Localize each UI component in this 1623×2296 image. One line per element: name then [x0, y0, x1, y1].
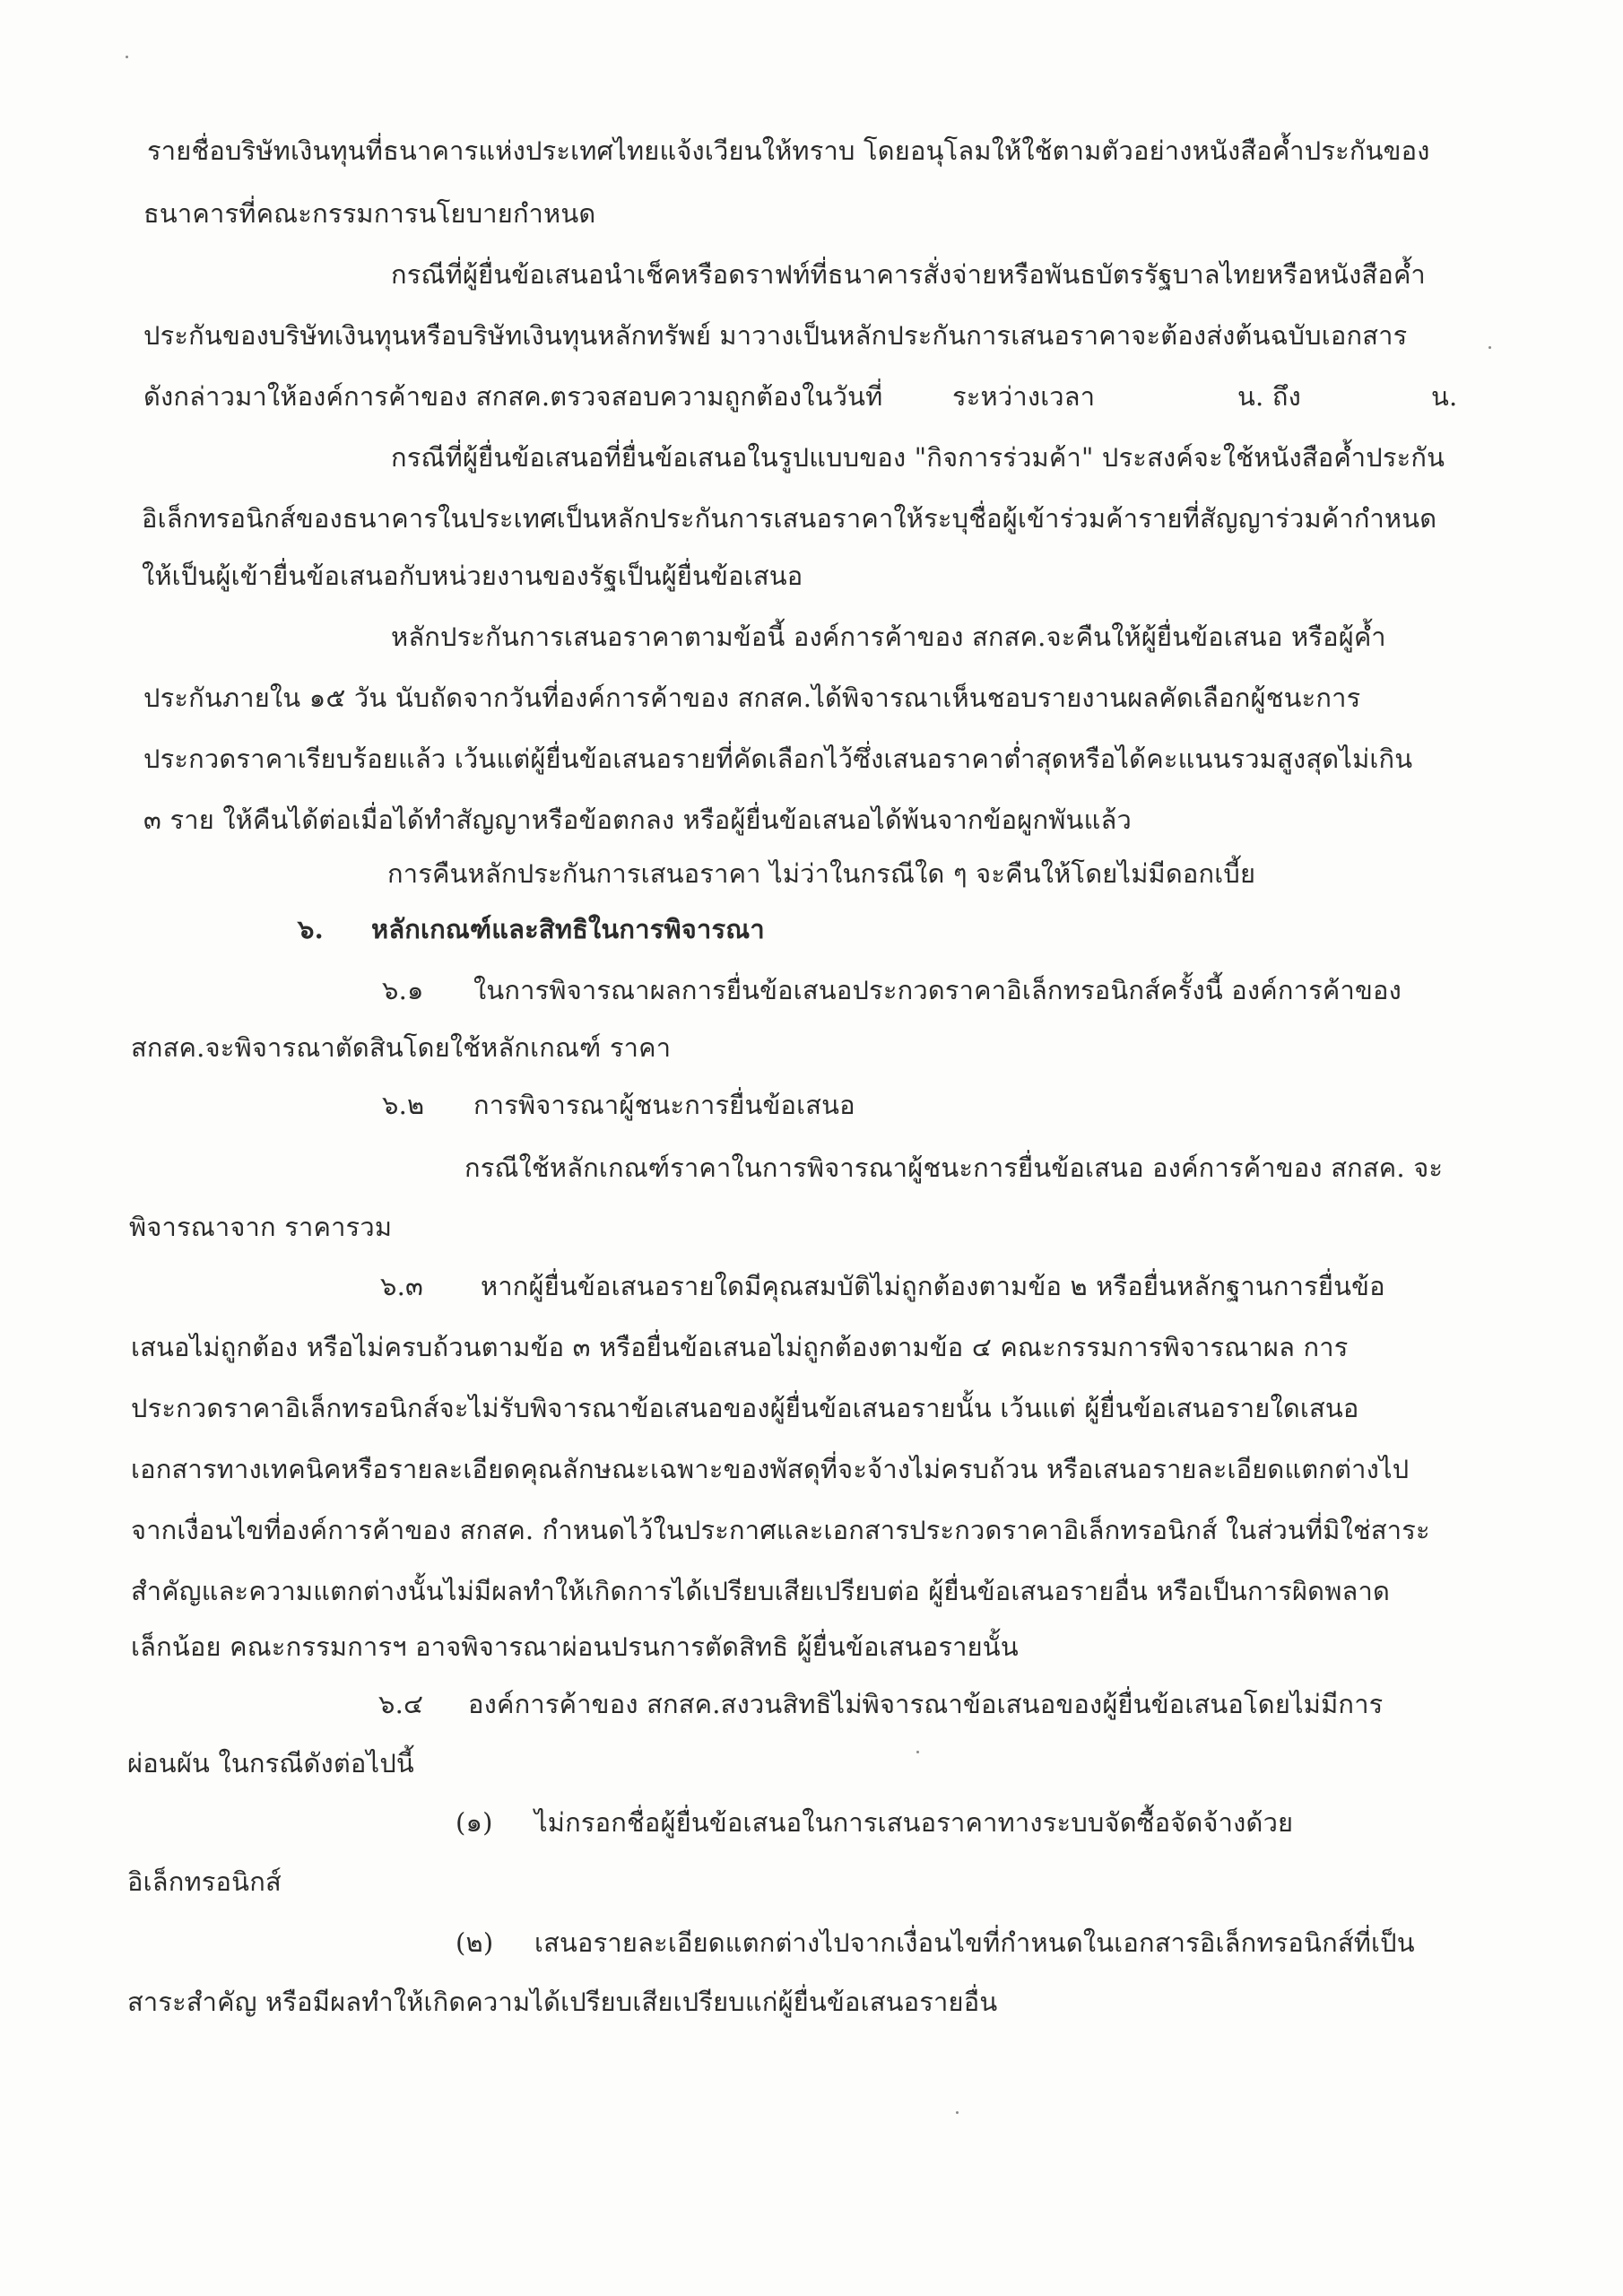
- text-line: เอกสารทางเทคนิคหรือรายละเอียดคุณลักษณะเฉพาะของพัสดุที่จะจ้างไม่ครบถ้วน หรือเสนอรายละเอียดแตกต่างไป: [131, 1454, 1410, 1484]
- text-line: องค์การค้าของ สกสค.สงวนสิทธิไม่พิจารณาข้อเสนอของผู้ยื่นข้อเสนอโดยไม่มีการ: [468, 1689, 1384, 1719]
- text-line: กรณีใช้หลักเกณฑ์ราคาในการพิจารณาผู้ชนะการยื่นข้อเสนอ องค์การค้าของ สกสค. จะ: [464, 1152, 1444, 1183]
- text-line: หากผู้ยื่นข้อเสนอรายใดมีคุณสมบัติไม่ถูกต้องตามข้อ ๒ หรือยื่นหลักฐานการยื่นข้อ: [481, 1271, 1385, 1301]
- time-to-label: น. ถึง: [1237, 381, 1301, 412]
- clause-number: ๖.๒: [382, 1090, 425, 1120]
- text-line: ประกันของบริษัทเงินทุนหรือบริษัทเงินทุนหลักทรัพย์ มาวางเป็นหลักประกันการเสนอราคาจะต้องส่งต้นฉบับเอกสาร: [143, 320, 1408, 351]
- text-line: สาระสำคัญ หรือมีผลทำให้เกิดความได้เปรียบเสียเปรียบแก่ผู้ยื่นข้อเสนอรายอื่น: [127, 1987, 998, 2017]
- text-line: ประกันภายใน ๑๕ วัน นับถัดจากวันที่องค์การค้าของ สกสค.ได้พิจารณาเห็นชอบรายงานผลคัดเลือกผู้ชนะการ: [143, 683, 1361, 713]
- text-line: เสนอรายละเอียดแตกต่างไปจากเงื่อนไขที่กำหนดในเอกสารอิเล็กทรอนิกส์ที่เป็น: [534, 1927, 1415, 1958]
- time-range-label: ระหว่างเวลา: [952, 381, 1096, 412]
- text-line: เสนอไม่ถูกต้อง หรือไม่ครบถ้วนตามข้อ ๓ หรือยื่นข้อเสนอไม่ถูกต้องตามข้อ ๔ คณะกรรมการพิจารณาผล การ: [131, 1332, 1349, 1362]
- scan-speck: [956, 2111, 959, 2114]
- text-line: ให้เป็นผู้เข้ายื่นข้อเสนอกับหน่วยงานของรัฐเป็นผู้ยื่นข้อเสนอ: [142, 561, 803, 591]
- clause-number: ๖.๑: [382, 975, 424, 1005]
- text-line: สำคัญและความแตกต่างนั้นไม่มีผลทำให้เกิดการได้เปรียบเสียเปรียบต่อ ผู้ยื่นข้อเสนอรายอื่น หรือเป็นการผิดพลาด: [131, 1576, 1391, 1606]
- time-end-label: น.: [1431, 381, 1458, 412]
- text-line: ๓ ราย ให้คืนได้ต่อเมื่อได้ทำสัญญาหรือข้อตกลง หรือผู้ยื่นข้อเสนอได้พ้นจากข้อผูกพันแล้ว: [143, 804, 1132, 835]
- text-line: ประกวดราคาอิเล็กทรอนิกส์จะไม่รับพิจารณาข้อเสนอของผู้ยื่นข้อเสนอรายนั้น เว้นแต่ ผู้ยื่นข้อเสนอรายใดเสนอ: [131, 1393, 1359, 1423]
- text-line: ในการพิจารณาผลการยื่นข้อเสนอประกวดราคาอิเล็กทรอนิกส์ครั้งนี้ องค์การค้าของ: [473, 975, 1402, 1005]
- clause-number: ๖.๔: [378, 1689, 424, 1719]
- text-line: การคืนหลักประกันการเสนอราคา ไม่ว่าในกรณีใด ๆ จะคืนให้โดยไม่มีดอกเบี้ย: [387, 858, 1256, 889]
- section-number: ๖.: [298, 914, 324, 944]
- text-line: ผ่อนผัน ในกรณีดังต่อไปนี้: [127, 1748, 414, 1779]
- text-line: สกสค.จะพิจารณาตัดสินโดยใช้หลักเกณฑ์ ราคา: [131, 1032, 672, 1063]
- text-line: ไม่กรอกชื่อผู้ยื่นข้อเสนอในการเสนอราคาทางระบบจัดซื้อจัดจ้างด้วย: [534, 1807, 1294, 1838]
- text-line: กรณีที่ผู้ยื่นข้อเสนอที่ยื่นข้อเสนอในรูปแบบของ "กิจการร่วมค้า" ประสงค์จะใช้หนังสือค้ำประกัน: [391, 442, 1445, 473]
- item-number: (๑): [456, 1807, 493, 1838]
- text-line: ประกวดราคาเรียบร้อยแล้ว เว้นแต่ผู้ยื่นข้อเสนอรายที่คัดเลือกไว้ซึ่งเสนอราคาต่ำสุดหรือได้คะแนนรวมสูงสุดไม่เกิน: [143, 744, 1413, 774]
- item-number: (๒): [456, 1927, 494, 1958]
- text-line: ดังกล่าวมาให้องค์การค้าของ สกสค.ตรวจสอบความถูกต้องในวันที่: [143, 381, 883, 412]
- text-line: อิเล็กทรอนิกส์: [127, 1866, 282, 1897]
- text-line: เล็กน้อย คณะกรรมการฯ อาจพิจารณาผ่อนปรนการตัดสิทธิ ผู้ยื่นข้อเสนอรายนั้น: [131, 1631, 1019, 1662]
- text-line: อิเล็กทรอนิกส์ของธนาคารในประเทศเป็นหลักประกันการเสนอราคาให้ระบุชื่อผู้เข้าร่วมค้ารายที่สัญญาร่วมค้ากำหนด: [142, 503, 1437, 534]
- section-heading: หลักเกณฑ์และสิทธิในการพิจารณา: [371, 914, 765, 944]
- text-line: ธนาคารที่คณะกรรมการนโยบายกำหนด: [143, 198, 596, 229]
- text-line: พิจารณาจาก ราคารวม: [129, 1212, 393, 1242]
- text-line: จากเงื่อนไขที่องค์การค้าของ สกสค. กำหนดไว้ในประกาศและเอกสารประกวดราคาอิเล็กทรอนิกส์ ในส่วนที่มิใช่สาระ: [131, 1515, 1430, 1545]
- clause-number: ๖.๓: [380, 1271, 424, 1301]
- text-line: หลักประกันการเสนอราคาตามข้อนี้ องค์การค้าของ สกสค.จะคืนให้ผู้ยื่นข้อเสนอ หรือผู้ค้ำ: [391, 622, 1386, 652]
- text-line: การพิจารณาผู้ชนะการยื่นข้อเสนอ: [473, 1090, 855, 1120]
- scan-speck: [126, 56, 128, 58]
- scan-speck: [1488, 346, 1491, 349]
- text-line: รายชื่อบริษัทเงินทุนที่ธนาคารแห่งประเทศไทยแจ้งเวียนให้ทราบ โดยอนุโลมให้ใช้ตามตัวอย่างหนังสือค้ำประกันของ: [147, 135, 1430, 166]
- text-line: กรณีที่ผู้ยื่นข้อเสนอนำเช็คหรือดราฟท์ที่ธนาคารสั่งจ่ายหรือพันธบัตรรัฐบาลไทยหรือหนังสือค้ำ: [391, 259, 1426, 290]
- scan-speck: [916, 1751, 919, 1753]
